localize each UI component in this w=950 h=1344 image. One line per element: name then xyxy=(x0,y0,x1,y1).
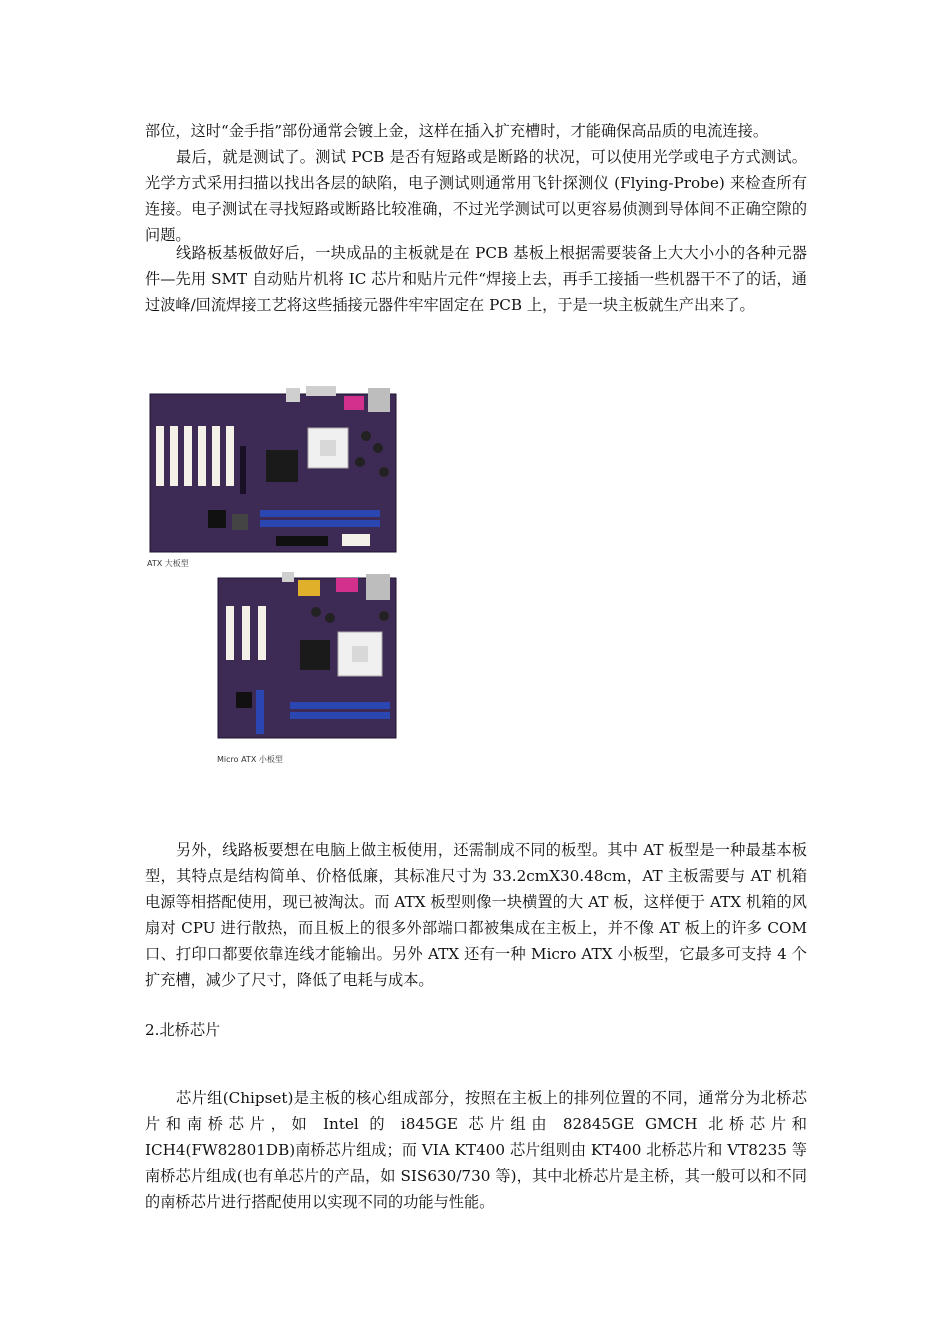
atx-caption: ATX 大板型 xyxy=(147,559,189,568)
paragraph-assembly: 线路板基板做好后，一块成品的主板就是在 PCB 基板上根据需要装备上大大小小的各种元器件—先用 SMT 自动贴片机将 IC 芯片和贴片元件“焊接上去，再手工接插一些机器干不了的话，通过波峰/回流焊接工艺将这些插接元器件牢牢固定在 PCB 上，于是一块主板就生产出来了。 xyxy=(145,244,807,314)
micro-atx-motherboard-image xyxy=(216,572,398,742)
atx-motherboard-image xyxy=(146,386,398,558)
micro-atx-caption: Micro ATX 小板型 xyxy=(217,755,283,764)
paragraph-testing: 最后，就是测试了。测试 PCB 是否有短路或是断路的状况，可以使用光学或电子方式测试。光学方式采用扫描以找出各层的缺陷，电子测试则通常用飞针探测仪 (Flying-Probe) 来检查所有连接。电子测试在寻找短路或断路比较准确，不过光学测试可以更容易侦测到导体间不正确空隙的问题。 xyxy=(145,148,807,244)
paragraph-board-types: 另外，线路板要想在电脑上做主板使用，还需制成不同的板型。其中 AT 板型是一种最基本板型，其特点是结构简单、价格低廉，其标准尺寸为 33.2cmX30.48cm，AT 主板需要与 AT 机箱电源等相搭配使用，现已被淘汰。而 ATX 板型则像一块横置的大 AT 板，这样便于 ATX 机箱的风扇对 CPU 进行散热，而且板上的很多外部端口都被集成在主板上，并不像 AT 板上的许多 COM 口、打印口都要依靠连线才能输出。另外 ATX 还有一种 Micro ATX 小板型，它最多可支持 4 个扩充槽，减少了尺寸，降低了电耗与成本。 xyxy=(145,841,807,989)
paragraph-1: 部位，这时“金手指”部份通常会镀上金，这样在插入扩充槽时，才能确保高品质的电流连接。 xyxy=(145,122,769,140)
paragraph-chipset: 芯片组(Chipset)是主板的核心组成部分，按照在主板上的排列位置的不同，通常分为北桥芯片和南桥芯片，如 Intel 的 i845GE 芯片组由 82845GE GMCH 北桥芯片和 ICH4(FW82801DB)南桥芯片组成；而 VIA KT400 芯片组则由 KT400 北桥芯片和 VT8235 等南桥芯片组成(也有单芯片的产品，如 SIS630/730 等)，其中北桥芯片是主桥，其一般可以和不同的南桥芯片进行搭配使用以实现不同的功能与性能。 xyxy=(145,1089,807,1211)
section-heading-northbridge: 2.北桥芯片 xyxy=(145,1021,221,1039)
